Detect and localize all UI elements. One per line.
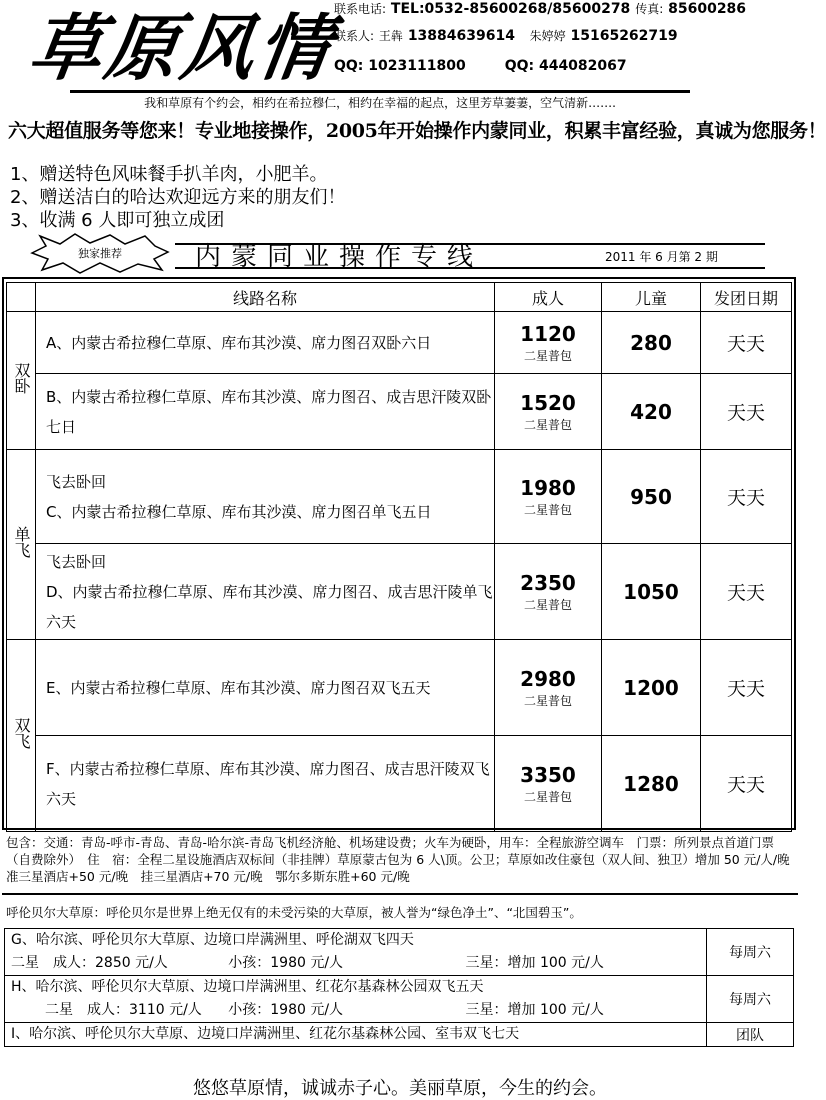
contact2-phone: 15165262719 — [570, 28, 678, 44]
adult-price-cell — [495, 736, 602, 832]
benefit-item: 1、赠送特色风味餐手扒羊肉，小肥羊。 — [10, 164, 328, 185]
adult-price: 3350 — [520, 763, 576, 787]
hulunbuir-intro: 呼伦贝尔大草原：呼伦贝尔是世界上绝无仅有的未受污染的大草原，被人誉为“绿色净土”、“北国碧玉”。 — [6, 905, 582, 920]
table-row — [7, 640, 792, 736]
route-name: D、内蒙古希拉穆仁草原、库布其沙漠、席力图召、成吉思汗陵单飞六天 — [46, 582, 493, 631]
child-price: 950 — [602, 450, 701, 544]
adult-price: 1120 — [520, 322, 576, 346]
kid-price: 小孩：1980 元/人 — [228, 955, 344, 971]
category-label: 双卧 — [12, 361, 31, 394]
departure-cell: 天天 — [701, 450, 792, 544]
table-row — [5, 976, 794, 1023]
category-header — [7, 283, 36, 312]
table-row — [5, 1023, 794, 1047]
child-price: 280 — [602, 312, 701, 374]
departure-cell: 天天 — [701, 312, 792, 374]
route-cell — [5, 976, 707, 1023]
departure-cell: 天天 — [701, 544, 792, 640]
adult-price: 1520 — [520, 391, 576, 415]
benefit-item: 3、收满 6 人即可独立成团 — [10, 210, 225, 231]
route-cell — [5, 1023, 707, 1047]
hotel-level: 二星普包 — [523, 349, 572, 363]
kid-price: 小孩：1980 元/人 — [228, 1002, 344, 1018]
qq2: QQ: 444082067 — [504, 58, 627, 74]
route-title: I、哈尔滨、呼伦贝尔大草原、边境口岸满洲里、红花尔基森林公园、室韦双飞七天 — [11, 1026, 520, 1042]
frequency-cell: 每周六 — [707, 976, 794, 1023]
category-cell — [7, 312, 36, 450]
route-cell: F、内蒙古希拉穆仁草原、库布其沙漠、席力图召、成吉思汗陵双飞六天 — [36, 736, 495, 832]
adult-price: 1980 — [520, 476, 576, 500]
hotel-level: 二星普包 — [523, 598, 572, 612]
table-row — [5, 929, 794, 976]
child-price: 420 — [602, 374, 701, 450]
qq1: QQ: 1023111800 — [334, 58, 466, 74]
frequency-cell: 团队 — [707, 1023, 794, 1047]
category-cell — [7, 640, 36, 832]
divider — [2, 893, 798, 895]
hotel-level: 二星普包 — [523, 418, 572, 432]
child-header: 儿童 — [602, 283, 701, 312]
route-name: C、内蒙古希拉穆仁草原、库布其沙漠、席力图召单飞五日 — [46, 502, 432, 521]
adult-price: 2350 — [520, 571, 576, 595]
footer-slogan: 悠悠草原情，诚诚赤子心。美丽草原，今生的约会。 — [193, 1078, 607, 1099]
hotel-level: 二星普包 — [523, 503, 572, 517]
child-price: 1280 — [602, 736, 701, 832]
contact-label: 联系人: — [334, 29, 375, 43]
section-title: 内蒙同业操作专线 — [195, 242, 484, 272]
adult-price: 二星 成人：2850 元/人 — [11, 955, 168, 971]
phone-number: TEL:0532-85600268/85600278 — [390, 1, 631, 17]
frequency-cell: 每周六 — [707, 929, 794, 976]
adult-price-cell — [495, 544, 602, 640]
fax-number: 85600286 — [668, 1, 747, 17]
child-price: 1200 — [602, 640, 701, 736]
adult-price-cell — [495, 312, 602, 374]
exclusive-badge — [30, 232, 170, 274]
hulunbuir-table — [4, 928, 794, 1047]
adult-price: 二星 成人：3110 元/人 — [45, 1002, 202, 1018]
inclusions-text: 包含：交通：青岛-呼市-青岛、青岛-哈尔滨-青岛飞机经济舱、机场建设费；火车为硬卧，用车：全程旅游空调车 门票：所列景点首道门票（自费除外） 住 宿：全程二星设施酒店双标间（非挂牌）草原蒙古包为 6 人\顶。公卫；草原如改住豪包（双人间、独卫）增加 50 元/人/晚 准三星酒店+50 元/晚 挂三星酒店+70 元/晚 鄂尔多斯东胜+60 元/晚 — [6, 835, 803, 884]
qq-line — [334, 58, 627, 74]
phone-label: 联系电话: — [334, 2, 387, 16]
route-title: H、哈尔滨、呼伦贝尔大草原、边境口岸满洲里、红花尔基森林公园双飞五天 — [11, 979, 484, 995]
hotel-level: 二星普包 — [523, 790, 572, 804]
benefit-item: 2、赠送洁白的哈达欢迎远方来的朋友们！ — [10, 187, 346, 208]
table-row — [7, 312, 792, 374]
table-row — [7, 450, 792, 544]
phone-line — [334, 0, 746, 17]
route-cell — [5, 929, 707, 976]
contact-line — [334, 27, 678, 44]
brand-logo-text: 草原风情 — [24, 5, 341, 90]
route-title: G、哈尔滨、呼伦贝尔大草原、边境口岸满洲里、呼伦湖双飞四天 — [11, 932, 414, 948]
route-cell: B、内蒙古希拉穆仁草原、库布其沙漠、席力图召、成吉思汗陵双卧七日 — [36, 374, 495, 450]
route-cell — [36, 544, 495, 640]
route-note: 飞去卧回 — [46, 552, 107, 571]
route-cell — [36, 450, 495, 544]
table-row — [7, 374, 792, 450]
adult-price: 2980 — [520, 667, 576, 691]
headline: 六大超值服务等您来！专业地接操作，2005年开始操作内蒙同业，积累丰富经验，真诚为您服务！ — [8, 120, 826, 142]
category-label: 单飞 — [12, 525, 31, 558]
route-cell: E、内蒙古希拉穆仁草原、库布其沙漠、席力图召双飞五天 — [36, 640, 495, 736]
category-cell — [7, 450, 36, 640]
adult-price-cell — [495, 374, 602, 450]
route-header: 线路名称 — [36, 283, 495, 312]
table-row — [7, 544, 792, 640]
category-label: 双飞 — [12, 716, 31, 749]
slogan: 我和草原有个约会，相约在希拉穆仁，相约在幸福的起点，这里芳草萋萋，空气清新……. — [70, 90, 690, 113]
badge-label: 独家推荐 — [78, 247, 122, 260]
contact1-phone: 13884639614 — [407, 28, 515, 44]
departure-header: 发团日期 — [701, 283, 792, 312]
upgrade-price: 三星：增加 100 元/人 — [465, 955, 604, 971]
issue-date: 2011 年 6 月第 2 期 — [605, 250, 718, 264]
upgrade-price: 三星：增加 100 元/人 — [465, 1002, 604, 1018]
route-prices — [11, 999, 700, 1022]
departure-cell: 天天 — [701, 374, 792, 450]
adult-header: 成人 — [495, 283, 602, 312]
adult-price-cell — [495, 450, 602, 544]
departure-cell: 天天 — [701, 640, 792, 736]
fax-label: 传真: — [635, 2, 664, 16]
child-price: 1050 — [602, 544, 701, 640]
table-header-row — [7, 283, 792, 312]
departure-cell: 天天 — [701, 736, 792, 832]
hotel-level: 二星普包 — [523, 694, 572, 708]
contact2-name: 朱婷婷 — [529, 29, 566, 43]
route-note: 飞去卧回 — [46, 472, 107, 491]
route-cell: A、内蒙古希拉穆仁草原、库布其沙漠、席力图召双卧六日 — [36, 312, 495, 374]
table-row — [7, 736, 792, 832]
contact1-name: 王犇 — [378, 29, 403, 43]
adult-price-cell — [495, 640, 602, 736]
route-prices — [11, 952, 700, 975]
routes-table — [6, 282, 792, 832]
